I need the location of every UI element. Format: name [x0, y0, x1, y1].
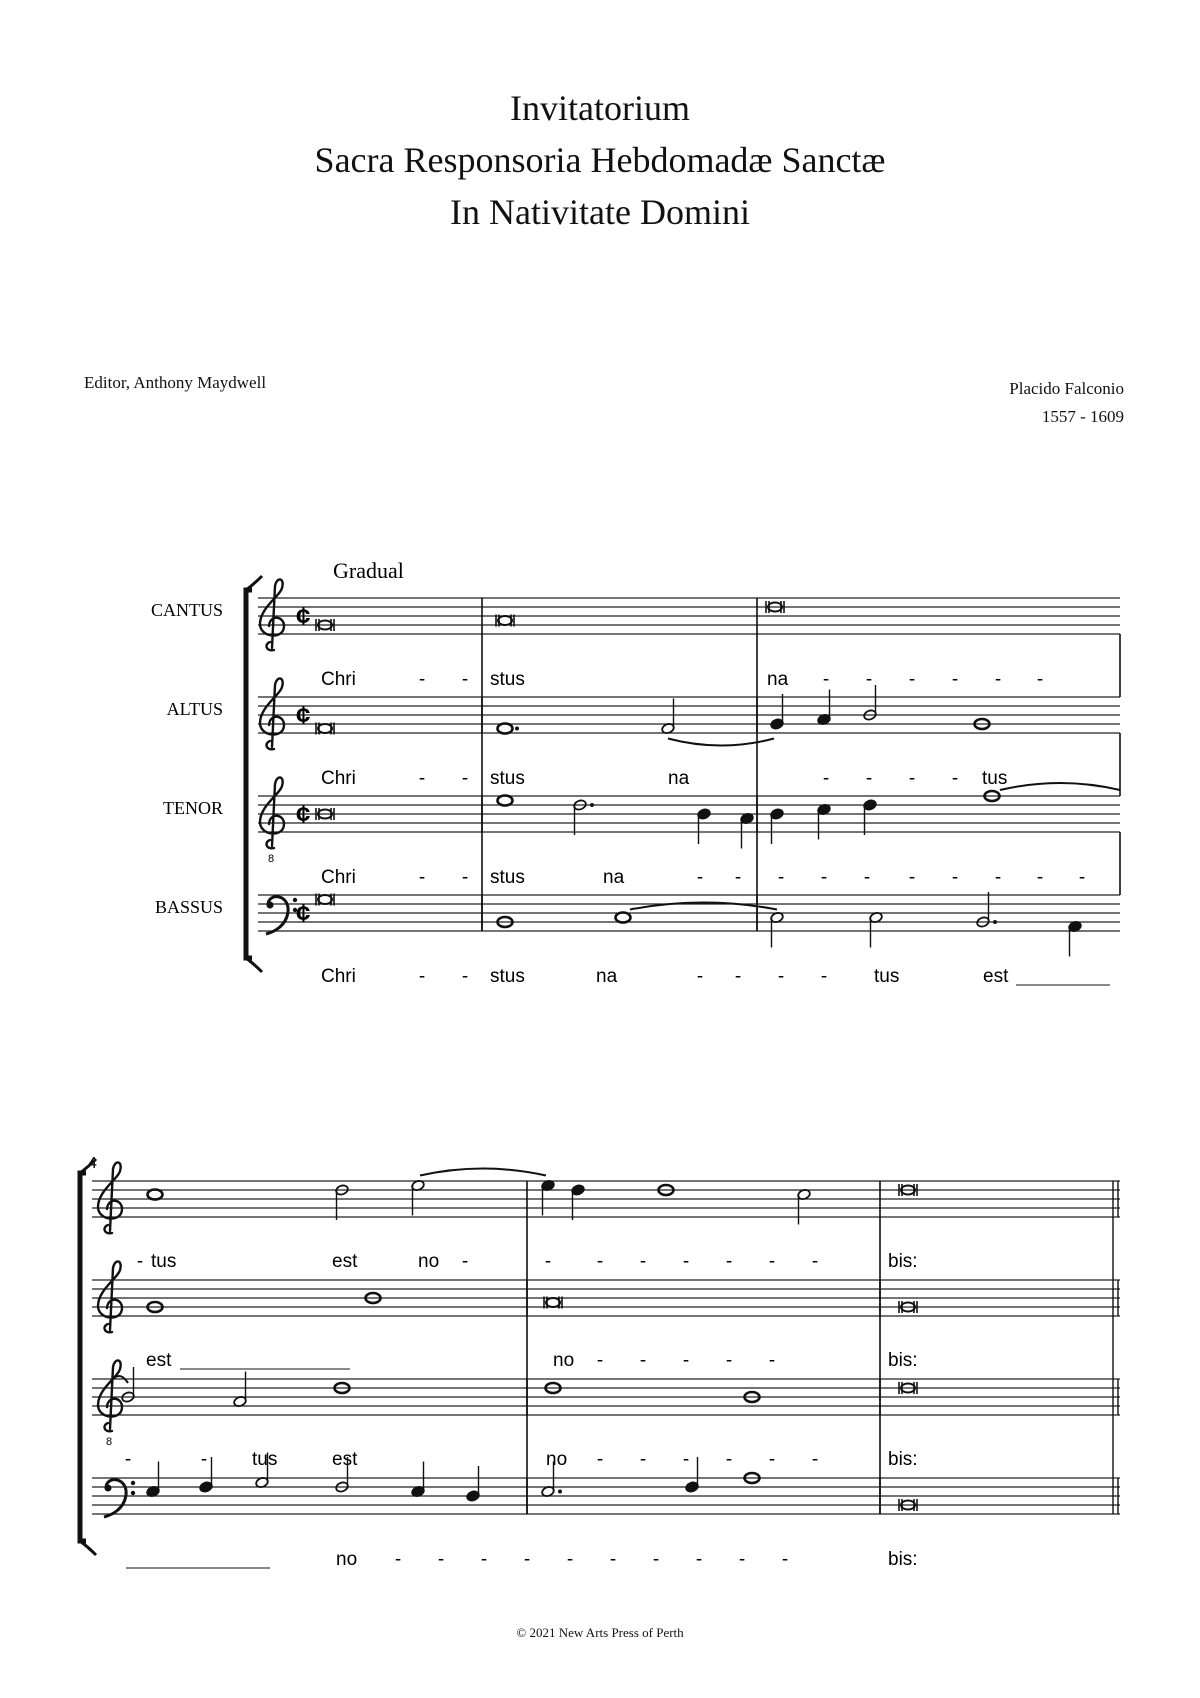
- lyric-cantus-s2: est: [332, 1251, 358, 1272]
- lyric-altus-s1: -: [418, 768, 426, 789]
- quarter-note: [541, 1179, 555, 1215]
- lyric-bassus-s1: stus: [490, 966, 525, 987]
- system-bracket: [80, 1173, 86, 1541]
- lyric-cantus-s2: no: [418, 1251, 440, 1272]
- lyric-tenor-s2: -: [124, 1449, 132, 1470]
- lyric-bassus-s1: -: [418, 966, 426, 987]
- breve-note: [496, 615, 514, 627]
- section-label-gradual: Gradual: [333, 558, 404, 583]
- quarter-note: [770, 808, 784, 844]
- editor-credit: Editor, Anthony Maydwell: [84, 373, 267, 392]
- bracket-hook: [80, 1541, 96, 1555]
- lyric-bassus-s2: -: [394, 1549, 402, 1570]
- lyric-altus-s2: -: [725, 1350, 733, 1371]
- lyric-bassus-s1: -: [461, 966, 469, 987]
- lyric-tenor-s1: -: [734, 867, 742, 888]
- lyric-bassus-s2: -: [738, 1549, 746, 1570]
- breve-note: [316, 723, 334, 735]
- title-line-3: In Nativitate Domini: [450, 192, 750, 232]
- lyric-tenor-s2: -: [768, 1449, 776, 1470]
- treble-clef-icon: [260, 777, 284, 865]
- treble-clef-icon: [98, 1261, 122, 1332]
- lyric-cantus-s2: -: [544, 1251, 552, 1272]
- lyric-cantus-s1: -: [418, 669, 426, 690]
- half-note: [976, 892, 997, 928]
- quarter-note: [817, 803, 831, 839]
- lyric-cantus-s2: tus: [151, 1251, 177, 1272]
- quarter-note: [146, 1462, 160, 1498]
- staff-system1-cantus: [258, 598, 1120, 634]
- lyric-cantus-s1: -: [951, 669, 959, 690]
- staff-system1-altus: [258, 697, 1120, 733]
- lyric-cantus-s2: -: [725, 1251, 733, 1272]
- treble-clef-icon: [260, 678, 284, 749]
- lyric-cantus-s1: -: [1036, 669, 1044, 690]
- lyric-bassus-s2: -: [652, 1549, 660, 1570]
- lyric-cantus-s2: -: [136, 1251, 144, 1272]
- quarter-note: [1068, 920, 1082, 956]
- treble-clef-icon: [98, 1360, 122, 1448]
- quarter-note: [817, 690, 831, 726]
- lyric-bassus-s1: -: [820, 966, 828, 987]
- bass-clef-icon: [104, 1480, 135, 1517]
- lyric-altus-s2: -: [768, 1350, 776, 1371]
- lyric-tenor-s1: -: [994, 867, 1002, 888]
- lyric-bassus-s1: -: [777, 966, 785, 987]
- lyric-altus-s1: -: [865, 768, 873, 789]
- lyric-bassus-s1: na: [596, 966, 618, 987]
- breve-note: [316, 894, 334, 906]
- quarter-note: [466, 1466, 480, 1502]
- lyric-tenor-s1: -: [1078, 867, 1086, 888]
- lyric-altus-s1: -: [908, 768, 916, 789]
- lyric-tenor-s1: -: [1036, 867, 1044, 888]
- half-note: [233, 1372, 247, 1408]
- lyric-bassus-s2: -: [781, 1549, 789, 1570]
- lyric-tenor-s2: -: [596, 1449, 604, 1470]
- lyric-bassus-s2: -: [566, 1549, 574, 1570]
- lyric-altus-s2: -: [682, 1350, 690, 1371]
- whole-note: [498, 796, 513, 806]
- staff-system1-bassus: [258, 895, 1120, 931]
- composer-dates: 1557 - 1609: [1041, 407, 1124, 426]
- lyric-tenor-s2: bis:: [888, 1449, 918, 1470]
- lyric-cantus-s1: -: [461, 669, 469, 690]
- lyric-bassus-s1: Chri: [321, 966, 356, 987]
- tie: [668, 739, 774, 746]
- measure-number: 4: [88, 1155, 97, 1172]
- whole-note: [498, 724, 520, 734]
- lyric-bassus-s2: -: [609, 1549, 617, 1570]
- lyric-tenor-s1: Chri: [321, 867, 356, 888]
- lyric-bassus-s2: -: [480, 1549, 488, 1570]
- title-line-1: Invitatorium: [510, 88, 690, 128]
- lyric-altus-s2: -: [639, 1350, 647, 1371]
- tie: [1000, 783, 1120, 790]
- lyric-tenor-s1: -: [461, 867, 469, 888]
- lyric-cantus-s1: na: [767, 669, 789, 690]
- footer-copyright: © 2021 New Arts Press of Perth: [516, 1625, 684, 1640]
- composer-name: Placido Falconio: [1009, 379, 1124, 398]
- lyric-tenor-s1: -: [696, 867, 704, 888]
- staff-system2-altus: [92, 1280, 1120, 1316]
- bass-clef-icon: [266, 897, 297, 934]
- lyric-tenor-s1: -: [951, 867, 959, 888]
- lyric-cantus-s1: -: [908, 669, 916, 690]
- lyric-cantus-s1: stus: [490, 669, 525, 690]
- lyric-bassus-s1: -: [734, 966, 742, 987]
- whole-note: [616, 913, 631, 923]
- lyric-altus-s1: stus: [490, 768, 525, 789]
- lyric-bassus-s2: bis:: [888, 1549, 918, 1570]
- lyric-tenor-s2: -: [725, 1449, 733, 1470]
- lyric-cantus-s2: -: [768, 1251, 776, 1272]
- lyric-altus-s1: Chri: [321, 768, 356, 789]
- staff-system2-cantus: [92, 1181, 1120, 1217]
- lyric-tenor-s2: no: [546, 1449, 568, 1470]
- half-note: [411, 1179, 425, 1215]
- half-note: [335, 1184, 349, 1220]
- voice-label-bassus: BASSUS: [154, 897, 223, 917]
- half-note: [121, 1367, 135, 1403]
- half-note: [661, 699, 675, 735]
- half-note: [863, 685, 877, 721]
- voice-label-cantus: CANTUS: [150, 600, 223, 620]
- lyric-cantus-s2: bis:: [888, 1251, 918, 1272]
- lyric-altus-s1: -: [822, 768, 830, 789]
- lyric-cantus-s1: Chri: [321, 669, 356, 690]
- bracket-hook: [246, 958, 262, 972]
- tie: [420, 1169, 546, 1176]
- half-note: [869, 911, 883, 947]
- quarter-note: [571, 1184, 585, 1220]
- lyric-tenor-s2: -: [639, 1449, 647, 1470]
- lyric-altus-s2: -: [596, 1350, 604, 1371]
- quarter-note: [740, 812, 754, 848]
- voice-label-altus: ALTUS: [166, 699, 223, 719]
- lyric-tenor-s2: -: [811, 1449, 819, 1470]
- treble-clef-icon: [98, 1162, 122, 1233]
- whole-note: [148, 1190, 163, 1200]
- lyric-altus-s1: -: [951, 768, 959, 789]
- lyric-tenor-s1: stus: [490, 867, 525, 888]
- half-note: [770, 911, 784, 947]
- lyric-tenor-s2: -: [200, 1449, 208, 1470]
- tenor-clef-8: 8: [106, 1436, 113, 1448]
- half-note: [573, 799, 594, 835]
- lyric-bassus-s1: est: [983, 966, 1009, 987]
- lyric-cantus-s1: -: [865, 669, 873, 690]
- lyric-altus-s1: -: [461, 768, 469, 789]
- lyric-tenor-s1: -: [418, 867, 426, 888]
- lyric-tenor-s1: -: [908, 867, 916, 888]
- cut-time-symbol: ¢: [296, 601, 311, 631]
- lyric-tenor-s1: -: [777, 867, 785, 888]
- bracket-hook: [246, 576, 262, 590]
- lyric-tenor-s2: est: [332, 1449, 358, 1470]
- lyric-bassus-s2: -: [695, 1549, 703, 1570]
- title-line-2: Sacra Responsoria Hebdomadæ Sanctæ: [314, 140, 886, 180]
- lyric-tenor-s1: -: [863, 867, 871, 888]
- system-bracket: [246, 590, 252, 958]
- lyric-bassus-s1: -: [696, 966, 704, 987]
- lyric-cantus-s2: -: [811, 1251, 819, 1272]
- treble-clef-icon: [260, 579, 284, 650]
- lyric-tenor-s1: na: [603, 867, 625, 888]
- cut-time-symbol: ¢: [296, 799, 311, 829]
- lyric-altus-s2: bis:: [888, 1350, 918, 1371]
- lyric-bassus-s2: no: [336, 1549, 358, 1570]
- breve-note: [544, 1297, 562, 1309]
- lyric-bassus-s2: -: [437, 1549, 445, 1570]
- cut-time-symbol: ¢: [296, 898, 311, 928]
- tenor-clef-8: 8: [268, 853, 275, 865]
- lyric-tenor-s1: -: [820, 867, 828, 888]
- voice-label-tenor: TENOR: [163, 798, 223, 818]
- staff-system2-bassus: [92, 1478, 1120, 1514]
- quarter-note: [697, 808, 711, 844]
- lyric-cantus-s1: -: [822, 669, 830, 690]
- quarter-note: [770, 694, 784, 730]
- quarter-note: [411, 1462, 425, 1498]
- lyric-altus-s2: est: [146, 1350, 172, 1371]
- lyric-cantus-s2: -: [461, 1251, 469, 1272]
- lyric-tenor-s2: -: [682, 1449, 690, 1470]
- lyric-cantus-s2: -: [639, 1251, 647, 1272]
- lyric-tenor-s2: tus: [252, 1449, 278, 1470]
- half-note: [797, 1188, 811, 1224]
- lyric-altus-s1: na: [668, 768, 690, 789]
- lyric-cantus-s2: -: [682, 1251, 690, 1272]
- lyric-cantus-s2: -: [596, 1251, 604, 1272]
- lyric-altus-s1: tus: [982, 768, 1008, 789]
- quarter-note: [863, 799, 877, 835]
- lyric-bassus-s1: tus: [874, 966, 900, 987]
- cut-time-symbol: ¢: [296, 700, 311, 730]
- lyric-bassus-s2: -: [523, 1549, 531, 1570]
- lyric-cantus-s1: -: [994, 669, 1002, 690]
- lyric-altus-s2: no: [553, 1350, 575, 1371]
